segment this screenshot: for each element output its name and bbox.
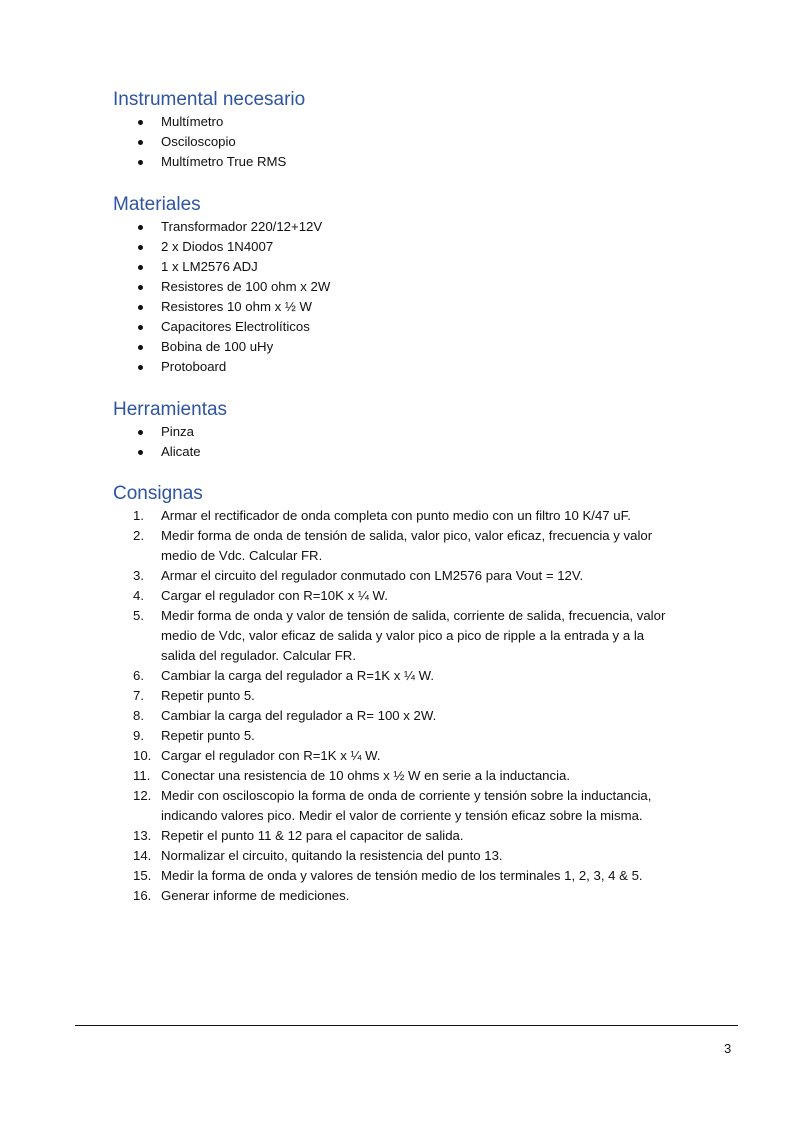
- list-item: [113, 866, 693, 886]
- list-item: [113, 277, 693, 297]
- list-item-number: 6.: [133, 668, 144, 683]
- list-item-text: Resistores de 100 ohm x 2W: [161, 279, 331, 294]
- list-item-text: Armar el circuito del regulador conmutado con LM2576 para Vout = 12V.: [161, 568, 584, 583]
- heading-instrumental: Instrumental necesario: [113, 89, 306, 110]
- list-item-text: Medir con osciloscopio la forma de onda de corriente y tensión sobre la inductancia, indicando valores pico. Medir el valor de corriente y tensión eficaz sobre la misma.: [161, 788, 652, 823]
- list-item: [113, 766, 693, 786]
- list-item: [113, 586, 693, 606]
- list-item-number: 5.: [133, 608, 144, 623]
- list-item-number: 7.: [133, 688, 144, 703]
- list-item-text: Pinza: [161, 424, 194, 439]
- list-item: [113, 526, 693, 566]
- list-item: [113, 442, 693, 462]
- list-item-text: Repetir punto 5.: [161, 728, 255, 743]
- list-item: [113, 152, 693, 172]
- page-number: 3: [724, 1041, 732, 1056]
- heading-herramientas: Herramientas: [113, 399, 228, 420]
- list-item-number: 4.: [133, 588, 144, 603]
- list-item-text: Medir la forma de onda y valores de tensión medio de los terminales 1, 2, 3, 4 & 5.: [161, 868, 643, 883]
- list-item-text: Cambiar la carga del regulador a R=1K x ¼ W.: [161, 668, 435, 683]
- list-item: [113, 666, 693, 686]
- list-item-text: Cargar el regulador con R=10K x ¼ W.: [161, 588, 388, 603]
- list-item-text: Conectar una resistencia de 10 ohms x ½ W en serie a la inductancia.: [161, 768, 571, 783]
- list-item-text: Normalizar el circuito, quitando la resistencia del punto 13.: [161, 848, 503, 863]
- list-item: [113, 112, 693, 132]
- list-item: [113, 686, 693, 706]
- list-item-text: Protoboard: [161, 359, 227, 374]
- list-item: [113, 257, 693, 277]
- list-item-text: Armar el rectificador de onda completa con punto medio con un filtro 10 K/47 uF.: [161, 508, 631, 523]
- list-item: [113, 746, 693, 766]
- list-item-text: 2 x Diodos 1N4007: [161, 239, 274, 254]
- list-item-number: 15.: [133, 868, 152, 883]
- heading-materiales: Materiales: [113, 194, 201, 215]
- list-item: [113, 706, 693, 726]
- list-item-text: Medir forma de onda y valor de tensión de salida, corriente de salida, frecuencia, valor medio de Vdc, valor eficaz de salida y valor pico a pico de ripple a la entrada y a la salida del regulador. Calcular FR.: [161, 608, 666, 663]
- list-item-number: 13.: [133, 828, 152, 843]
- list-item-text: Alicate: [161, 444, 201, 459]
- section-materiales: [113, 193, 693, 377]
- list-item: [113, 357, 693, 377]
- list-item-text: Repetir el punto 11 & 12 para el capacitor de salida.: [161, 828, 464, 843]
- list-item-text: Repetir punto 5.: [161, 688, 255, 703]
- list-item: [113, 297, 693, 317]
- list-item-number: 8.: [133, 708, 144, 723]
- section-consignas: [113, 482, 693, 906]
- list-item: [113, 337, 693, 357]
- section-herramientas: [113, 398, 693, 462]
- list-item: [113, 237, 693, 257]
- list-item-text: Cambiar la carga del regulador a R= 100 x 2W.: [161, 708, 437, 723]
- list-item-text: Medir forma de onda de tensión de salida, valor pico, valor eficaz, frecuencia y valor medio de Vdc. Calcular FR.: [161, 528, 653, 563]
- list-item: [113, 786, 693, 826]
- list-item: [113, 317, 693, 337]
- list-item-number: 14.: [133, 848, 152, 863]
- list-item: [113, 132, 693, 152]
- list-item-number: 1.: [133, 508, 144, 523]
- list-item: [113, 506, 693, 526]
- list-item-text: Bobina de 100 uHy: [161, 339, 274, 354]
- list-item-text: Resistores 10 ohm x ½ W: [161, 299, 312, 314]
- section-instrumental: [113, 88, 693, 172]
- list-item-number: 2.: [133, 528, 144, 543]
- list-item-number: 3.: [133, 568, 144, 583]
- list-item: [113, 726, 693, 746]
- list-item-text: Multímetro: [161, 114, 224, 129]
- list-item-number: 9.: [133, 728, 144, 743]
- list-item-number: 16.: [133, 888, 152, 903]
- heading-consignas: Consignas: [113, 483, 203, 504]
- list-item-text: Osciloscopio: [161, 134, 236, 149]
- list-item: [113, 422, 693, 442]
- list-herramientas: [113, 422, 693, 462]
- list-item-number: 12.: [133, 788, 152, 803]
- list-item-text: 1 x LM2576 ADJ: [161, 259, 258, 274]
- list-instrumental: [113, 112, 693, 172]
- list-item: [113, 826, 693, 846]
- list-item-text: Cargar el regulador con R=1K x ¼ W.: [161, 748, 381, 763]
- list-materiales: [113, 217, 693, 377]
- list-item: [113, 217, 693, 237]
- list-consignas: [113, 506, 693, 906]
- list-item-number: 11.: [133, 768, 151, 783]
- list-item: [113, 606, 693, 666]
- list-item: [113, 566, 693, 586]
- list-item-text: Generar informe de mediciones.: [161, 888, 350, 903]
- footer-rule: [75, 1025, 738, 1026]
- list-item-text: Transformador 220/12+12V: [161, 219, 323, 234]
- list-item-text: Capacitores Electrolíticos: [161, 319, 310, 334]
- list-item-number: 10.: [133, 748, 152, 763]
- list-item: [113, 846, 693, 866]
- list-item-text: Multímetro True RMS: [161, 154, 287, 169]
- list-item: [113, 886, 693, 906]
